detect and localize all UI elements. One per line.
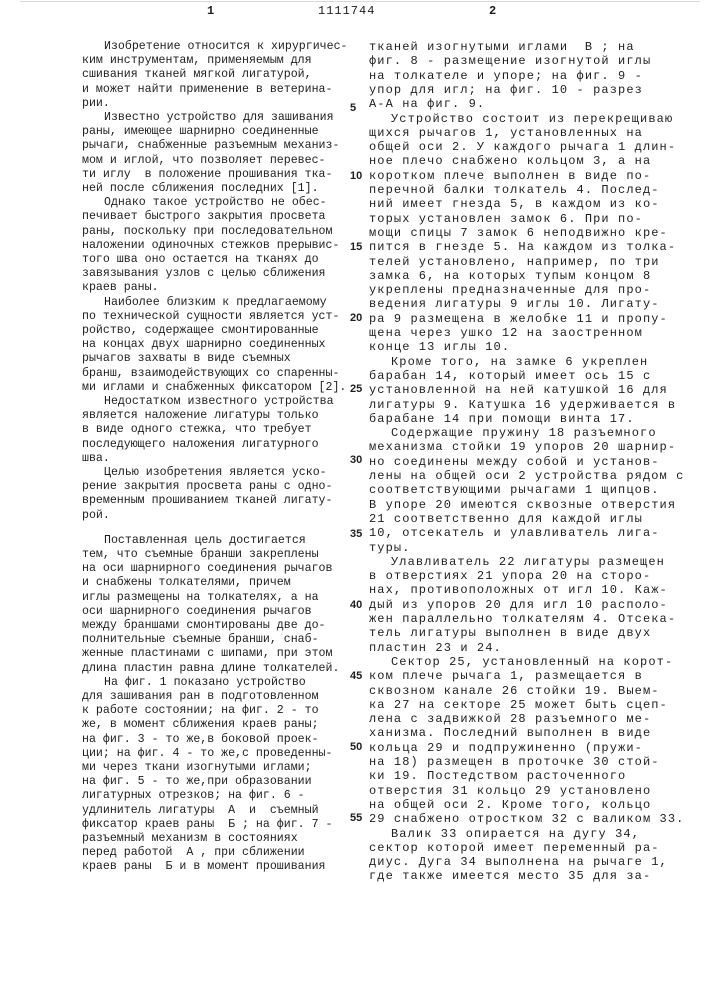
text-line: кольца 29 и подпружиненно (пружи- [369,741,643,755]
text-line: в виде одного стежка, что требует [82,423,312,437]
text-line: ти иглу в положение прошивания тка- [82,168,332,182]
text-line: ний имеет гнезда 5, в каждом из ко- [369,197,660,211]
text-line: телей установлено, например, по три [369,255,660,269]
line-number: 15 [350,240,362,254]
text-line: коротком плече выполнен в виде по- [369,169,651,183]
text-line: в отверстиях 21 упора 20 на сторо- [369,569,651,583]
text-line: сшивания тканей мягкой лигатурой, [82,68,312,82]
text-line: щена через ушко 12 на заостренном [369,326,643,340]
text-line: пластин 23 и 24. [369,641,502,655]
column-number-right: 2 [489,4,496,18]
text-line: мом и иглой, что позволяет перевес- [82,154,326,168]
text-line: последующего наложения лигатурного [82,438,319,452]
text-line: ки 19. Постедством расточенного [369,769,626,783]
text-line: ми через ткани изогнутыми иглами; [82,761,312,775]
text-line: тем, что съемные бранши закреплены [82,548,319,562]
text-line: Устройство состоит из перекрещиваю [391,112,673,126]
text-line: женные пластинами с шипами, при этом [82,647,332,661]
text-line: Улавливатель 22 лигатуры размещен [391,555,665,569]
text-line: сектор которой имеет переменный ра- [369,841,660,855]
text-line: барабане 14 при помощи винта 17. [369,412,635,426]
text-line: общей оси 2. У каждого рычага 1 длин- [369,140,676,154]
line-number: 50 [350,740,362,754]
text-line: ким инструментам, применяемым для [82,54,312,68]
text-line: отверстия 31 кольцо 29 установлено [369,784,651,798]
text-line: рычагов захваты в виде съемных [82,352,291,366]
text-line: разъемный механизм в состояниях [82,832,298,846]
line-number: 40 [350,598,362,612]
text-line: ное плечо снабжено кольцом 3, а на [369,154,651,168]
text-line: но соединены между собой и установ- [369,455,660,469]
text-line: раны, поскольку при последовательном [82,225,332,239]
line-number: 45 [350,669,362,683]
text-line: барабан 14, который имеет ось 15 с [369,369,651,383]
text-line: ханизма. Последний выполнен в виде [369,726,651,740]
text-line: сквозном канале 26 стойки 19. Выем- [369,684,660,698]
text-line: нах, противоположных от игл 10. Каж- [369,583,668,597]
text-line: перечной балки толкатель 4. Послед- [369,183,660,197]
text-line: раны, имеющее шарнирно соединенные [82,125,319,139]
text-line: механизма стойки 19 упоров 20 шарнир- [369,440,676,454]
text-line: Известно устройство для зашивания [104,111,334,125]
text-line: Поставленная цель достигается [104,534,306,548]
text-line: мощи спицы 7 замок 6 неподвижно кре- [369,226,668,240]
text-line: соответствующими рычагами 1 щипцов. [369,483,660,497]
text-line: к работе состоянии; на фиг. 2 - то [82,704,319,718]
text-line: А-А на фиг. 9. [369,97,485,111]
line-number: 10 [350,169,362,183]
text-line: фиг. 8 - размещение изогнутой иглы [369,54,651,68]
text-line: Содержащие пружину 18 разъемного [391,426,657,440]
text-line: на фиг. 5 - то же,при образовании [82,775,312,789]
text-line: Кроме того, на замке 6 укреплен [391,355,648,369]
text-line: Валик 33 опирается на дугу 34, [391,827,640,841]
text-line: лены на общей оси 2 устройства рядом с [369,469,684,483]
text-line: торых установлен замок 6. При по- [369,212,643,226]
text-line: же, в момент сближения краев раны; [82,718,319,732]
text-line: тканей изогнутыми иглами В ; на [369,40,635,54]
text-line: на общей оси 2. Кроме того, кольцо [369,798,651,812]
text-line: Однако такое устройство не обес- [104,196,327,210]
text-line: лигатурных отрезков; на фиг. 6 - [82,789,305,803]
text-line: бранш, взаимодействующих со спаренны- [82,367,339,381]
text-line: на оси шарнирного соединения рычагов [82,562,332,576]
text-line: 10, отсекатель и улавливатель лига- [369,526,660,540]
text-line: на концах двух шарнирно соединенных [82,338,326,352]
text-line: упор для игл; на фиг. 10 - разрез [369,83,643,97]
text-line: Наиболее близким к предлагаемому [104,296,327,310]
text-line: Недостатком известного устройства [104,395,334,409]
text-line: печивает быстрого закрытия просвета [82,210,326,224]
text-line: ней после сближения последних [1]. [82,182,319,196]
text-line: ра 9 размещена в желобке 11 и пропу- [369,312,668,326]
line-number: 20 [350,311,362,325]
text-line: по технической сущности является уст- [82,310,339,324]
text-line: перед работой А , при сближении [82,846,305,860]
text-line: В упоре 20 имеются сквозные отверстия [369,498,676,512]
text-line: длина пластин равна длине толкателей. [82,662,339,676]
text-line: Изобретение относится к хирургичес- [104,40,348,54]
text-line: Сектор 25, установленный на корот- [391,655,673,669]
text-line: диус. Дуга 34 выполнена на рычаге 1, [369,855,668,869]
text-line: 29 снабжено отростком 32 с валиком 33. [369,812,684,826]
text-line: на фиг. 3 - то же,в боковой проек- [82,733,319,747]
top-rule [20,1,700,2]
text-line: фиксатор краев раны Б ; на фиг. 7 - [82,818,332,832]
text-line: краев раны. [82,281,159,295]
text-line: на 18) размещен в проточке 30 стой- [369,755,660,769]
text-line: иглы размещены на толкателях, а на [82,591,319,605]
line-number: 35 [350,527,362,541]
text-line: жен параллельно толкателям 4. Отсека- [369,612,676,626]
text-line: замка 6, на которых тупым концом 8 [369,269,651,283]
line-number: 25 [350,382,362,396]
text-line: На фиг. 1 показано устройство [104,676,306,690]
text-line: рение закрытия просвета раны с одно- [82,480,332,494]
text-line: и снабжены толкателями, причем [82,576,291,590]
text-line: укреплены предназначенные для про- [369,283,651,297]
text-line: 21 соответственно для каждой иглы [369,512,643,526]
text-line: дый из упоров 20 для игл 10 располо- [369,598,668,612]
text-line: лигатуры 9. Катушка 16 удерживается в [369,398,676,412]
text-line: пится в гнезде 5. На каждом из толка- [369,240,676,254]
text-line: шва. [82,452,110,466]
text-line: краев раны Б и в момент прошивания [82,860,326,874]
text-line: ройство, содержащее смонтированные [82,324,319,338]
text-line: является наложение лигатуры только [82,409,319,423]
text-line: ции; на фиг. 4 - то же,с проведенны- [82,747,332,761]
patent-number: 1111744 [318,4,375,18]
text-line: между браншами смонтированы две до- [82,619,326,633]
text-line: временным прошиванием тканей лигату- [82,494,332,508]
text-line: туры. [369,541,411,555]
text-line: ка 27 на секторе 25 может быть сцеп- [369,698,668,712]
column-number-left: 1 [207,4,214,18]
text-line: Целью изобретения является уско- [104,466,327,480]
text-line: лена с задвижкой 28 разъемного ме- [369,712,651,726]
text-line: на толкателе и упоре; на фиг. 9 - [369,69,643,83]
text-line: рычаги, снабженные разъемным механиз- [82,139,339,153]
text-line: рой. [82,509,110,523]
text-line: наложении одиночных стежков прерывис- [82,239,339,253]
text-line: установленной на ней катушкой 16 для [369,383,668,397]
text-line: ведения лигатуры 9 иглы 10. Лигату- [369,297,660,311]
line-number: 30 [350,453,362,467]
text-line: для зашивания ран в подготовленном [82,690,319,704]
text-line: щихся рычагов 1, установленных на [369,126,643,140]
text-line: рии. [82,97,110,111]
text-line: завязывания узлов с целью сближения [82,267,326,281]
text-line: и может найти применение в ветерина- [82,83,332,97]
text-line: конце 13 иглы 10. [369,340,510,354]
text-line: ми иглами и снабженных фиксатором [2]. [82,381,346,395]
text-line: тель лигатуры выполнен в виде двух [369,626,651,640]
line-number: 5 [350,101,356,115]
text-line: оси шарнирного соединения рычагов [82,605,312,619]
text-line: того шва оно остается на тканях до [82,253,319,267]
text-line: полнительные съемные бранши, снаб- [82,633,319,647]
text-line: удлинитель лигатуры А и съемный [82,804,319,818]
line-number: 55 [350,811,362,825]
text-line: где также имеется место 35 для за- [369,869,651,883]
text-line: ком плече рычага 1, размещается в [369,669,643,683]
